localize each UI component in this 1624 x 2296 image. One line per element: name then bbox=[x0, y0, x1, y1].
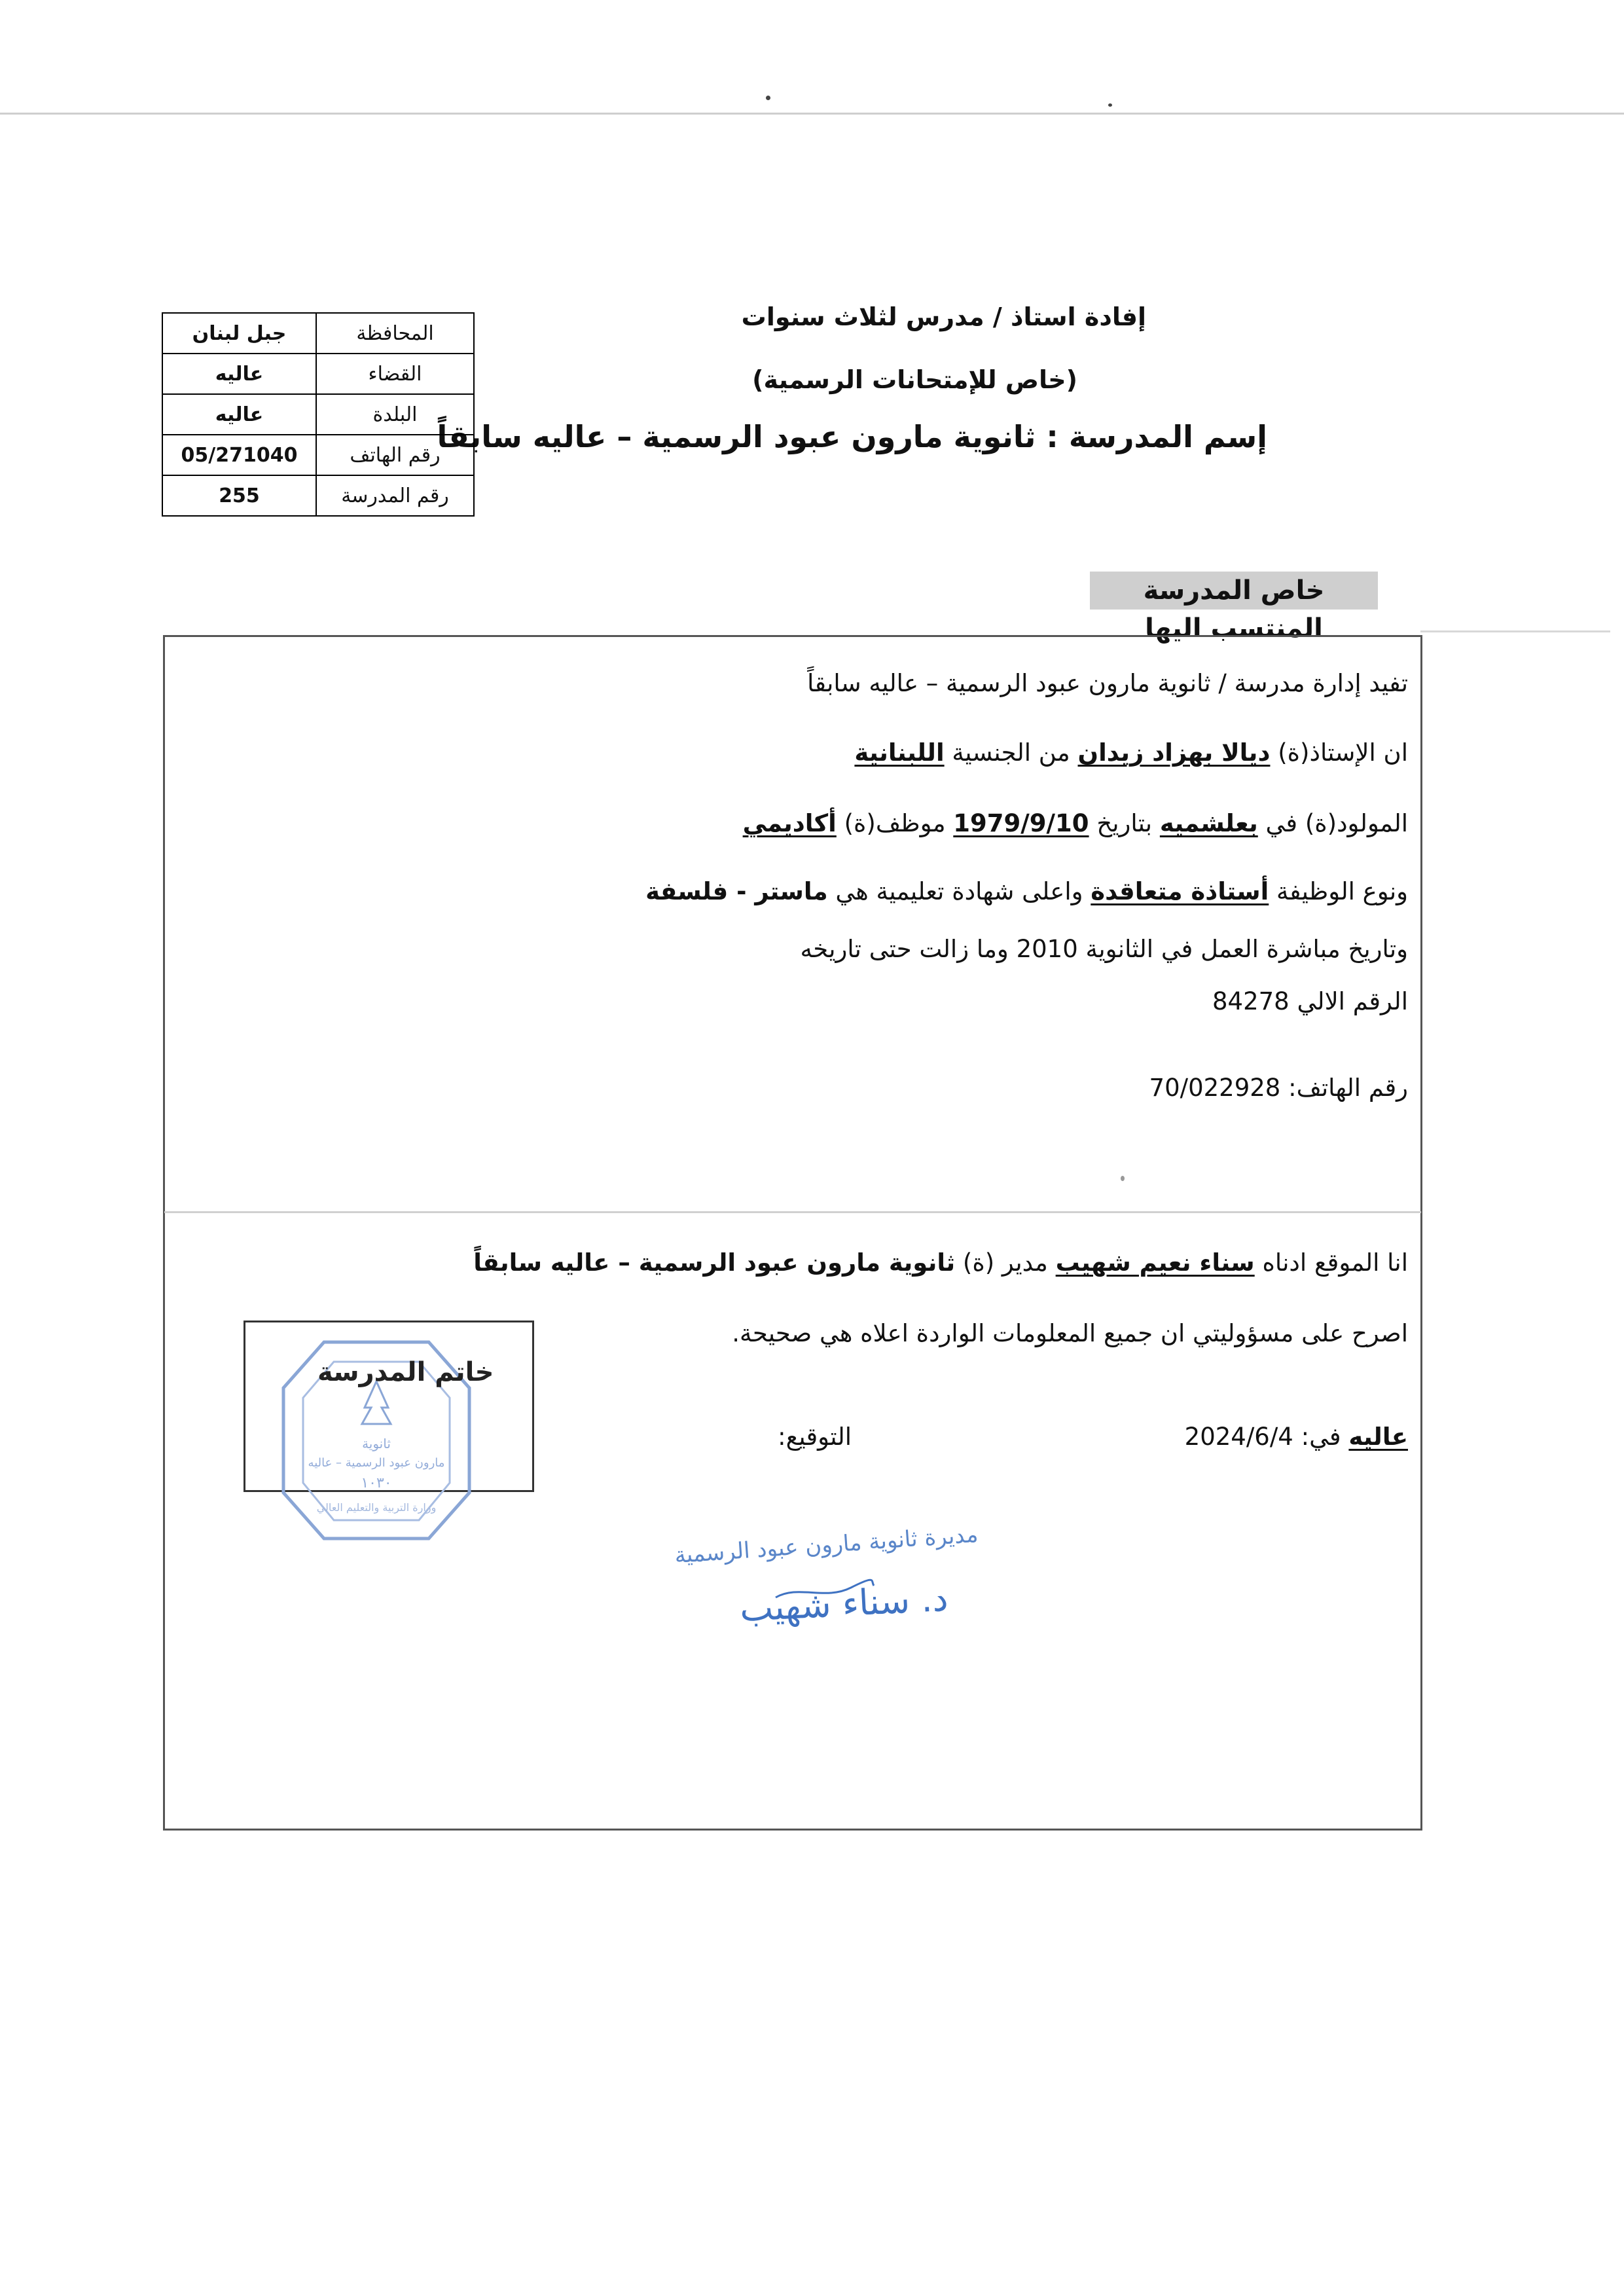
table-label: رقم المدرسة bbox=[316, 475, 474, 516]
stamp-label: خاتم المدرسة bbox=[317, 1357, 494, 1387]
seal-text: وزارة التربية والتعليم العالي bbox=[316, 1501, 437, 1514]
start-prefix: وتاريخ مباشرة العمل في الثانوية bbox=[1085, 935, 1408, 963]
table-row bbox=[162, 354, 474, 394]
nationality-prefix: من الجنسية bbox=[952, 738, 1070, 767]
phone-line bbox=[1149, 1074, 1408, 1102]
number-line bbox=[1212, 987, 1408, 1015]
box-divider bbox=[164, 1211, 1421, 1213]
seal-text: مارون عبود الرسمية – عاليه bbox=[308, 1456, 445, 1470]
scan-speck bbox=[1108, 103, 1112, 107]
school-name-line bbox=[437, 419, 1267, 454]
number-label: الرقم الالي bbox=[1297, 987, 1408, 1015]
employee-type: أكاديمي bbox=[742, 809, 837, 837]
school-info-table bbox=[162, 312, 475, 517]
phone-value: 70/022928 bbox=[1149, 1074, 1281, 1102]
cert-prefix: واعلى شهادة تعليمية هي bbox=[835, 877, 1083, 905]
date-prefix: بتاريخ bbox=[1096, 809, 1153, 837]
job-prefix: ونوع الوظيفة bbox=[1276, 877, 1408, 905]
scan-edge-line bbox=[0, 113, 1624, 115]
document-title: إفادة استاذ / مدرس لثلاث سنوات bbox=[741, 302, 1146, 331]
statement-line: اصرح على مسؤوليتي ان جميع المعلومات الواردة اعلاه هي صحيحة. bbox=[732, 1319, 1408, 1347]
table-value: عاليه bbox=[162, 354, 316, 394]
signature-title: مديرة ثانوية مارون عبود الرسمية bbox=[674, 1521, 979, 1569]
table-row bbox=[162, 313, 474, 354]
seal-text: ثانوية bbox=[362, 1436, 391, 1451]
place: عاليه bbox=[1348, 1423, 1408, 1451]
table-row bbox=[162, 435, 474, 475]
nationality: اللبنانية bbox=[854, 738, 945, 767]
section-title: خاص المدرسة المنتسب اليها bbox=[1090, 572, 1378, 610]
teacher-line bbox=[854, 738, 1408, 767]
divider bbox=[1420, 630, 1610, 632]
birth-date: 1979/9/10 bbox=[953, 809, 1089, 837]
date-line bbox=[1185, 1423, 1408, 1451]
seal-text: ١٠٣٠ bbox=[361, 1475, 392, 1491]
date-value: 2024/6/4 bbox=[1184, 1423, 1293, 1451]
phone-label: رقم الهاتف: bbox=[1288, 1074, 1408, 1102]
table-value: عاليه bbox=[162, 394, 316, 435]
declaration-line bbox=[473, 1248, 1408, 1277]
table-label: رقم الهاتف bbox=[316, 435, 474, 475]
table-value: 255 bbox=[162, 475, 316, 516]
table-value: 05/271040 bbox=[162, 435, 316, 475]
table-label: القضاء bbox=[316, 354, 474, 394]
signature-label: التوقيع: bbox=[778, 1423, 852, 1451]
birth-line bbox=[743, 809, 1408, 837]
director-role: مدير (ة) bbox=[962, 1248, 1048, 1277]
employee-prefix: موظف(ة) bbox=[844, 809, 946, 837]
start-line bbox=[800, 935, 1408, 963]
director-name: سناء نعيم شهيب bbox=[1055, 1248, 1255, 1277]
start-year: 2010 bbox=[1016, 935, 1078, 963]
certificate: ماستر - فلسفة bbox=[645, 877, 828, 905]
table-value: جبل لبنان bbox=[162, 313, 316, 354]
cedar-icon bbox=[362, 1381, 391, 1424]
school-label: إسم المدرسة : bbox=[1046, 419, 1267, 454]
job-type: أستاذة متعاقدة bbox=[1091, 877, 1269, 905]
table-row bbox=[162, 394, 474, 435]
document-subtitle: (خاص للإمتحانات الرسمية) bbox=[752, 365, 1077, 394]
scan-speck bbox=[766, 96, 770, 100]
place-suffix: في: bbox=[1301, 1423, 1341, 1451]
start-suffix: وما زالت حتى تاريخه bbox=[800, 935, 1009, 963]
teacher-prefix: ان الإستاذ(ة) bbox=[1278, 738, 1408, 767]
table-label: البلدة bbox=[316, 394, 474, 435]
born-prefix: المولود(ة) في bbox=[1265, 809, 1408, 837]
table-row bbox=[162, 475, 474, 516]
table-label: المحافظة bbox=[316, 313, 474, 354]
number-value: 84278 bbox=[1212, 987, 1290, 1015]
job-line bbox=[645, 877, 1408, 905]
school-name: ثانوية مارون عبود الرسمية – عاليه سابقاً bbox=[437, 419, 1036, 454]
declaration-school: ثانوية مارون عبود الرسمية – عاليه سابقاً bbox=[473, 1248, 956, 1277]
birthplace: بعلشميه bbox=[1159, 809, 1258, 837]
signature-name: د. سناء شهيب bbox=[738, 1577, 949, 1630]
teacher-name: ديالا بهزاد زيدان bbox=[1077, 738, 1271, 767]
intro-line: تفيد إدارة مدرسة / ثانوية مارون عبود الرسمية – عاليه سابقاً bbox=[807, 669, 1408, 697]
declaration-prefix: انا الموقع ادناه bbox=[1262, 1248, 1408, 1277]
